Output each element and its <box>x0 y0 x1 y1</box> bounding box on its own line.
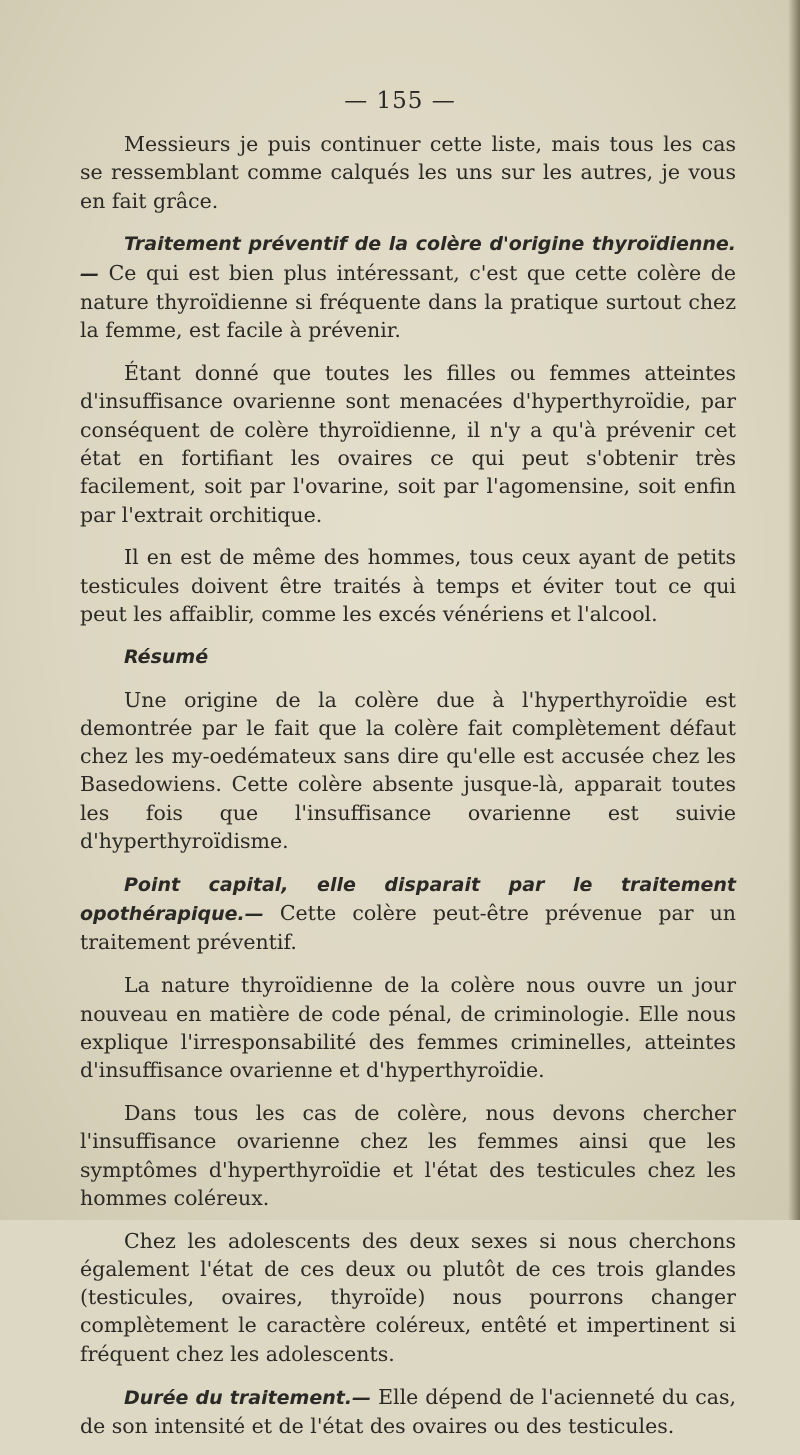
paragraph <box>80 870 736 957</box>
page-body <box>80 130 736 1455</box>
paragraph-body: Cette colère peut-être prévenue par un traitement préventif. <box>80 901 736 955</box>
paragraph-body: Ce qui est bien plus intéressant, c'est que cette colère de nature thyroïdienne si fréquente dans la pratique surtout chez la femme, est facile à prévenir. <box>80 260 736 343</box>
paragraph: Étant donné que toutes les filles ou femmes atteintes d'insuffisance ovarienne sont menacées d'hyperthyroïdie, par conséquent de colère thyroïdienne, il n'y a qu'à prévenir cet état en fortifiant les ovaires ce qui peut s'obtenir très facilement, soit par l'ovarine, soit par l'agomensine, soit enfin par l'extrait orchitique. <box>80 361 736 527</box>
paragraph: Dans tous les cas de colère, nous devons chercher l'insuffisance ovarienne chez les femmes ainsi que les symptômes d'hyperthyroïdie et l'état des testicules chez les hommes coléreux. <box>80 1100 736 1210</box>
paragraph-lead: Traitement préventif de la colère d'origine thyroïdienne.— <box>80 233 736 285</box>
paragraph-lead: Point capital, elle disparait par le traitement opothérapique.— <box>80 873 736 926</box>
paragraph: La nature thyroïdienne de la colère nous ouvre un jour nouveau en matière de code pénal, de criminologie. Elle nous explique l'irresponsabilité des femmes criminelles, atteintes d'insuffisance ovarienne et d'hyperthyroïdie. <box>80 973 736 1083</box>
page-number: — 155 — <box>344 88 456 114</box>
paragraph <box>80 229 736 344</box>
paragraph-lead: Durée du traitement.— <box>124 1386 372 1409</box>
paragraph: Il en est de même des hommes, tous ceux ayant de petits testicules doivent être traités à temps et éviter tout ce qui peut les affaiblir, comme les excés vénériens et l'alcool. <box>80 545 736 626</box>
paragraph-body: Elle dépend de l'acienneté du cas, de son intensité et de l'état des ovaires ou des testicules. <box>80 1384 736 1438</box>
paragraph: Une origine de la colère due à l'hyperthyroïdie est demontrée par le fait que la colère fait complètement défaut chez les my-oedémateux sans dire qu'elle est accusée chez les Basedowiens. Cette colère absente jusque-là, apparait toutes les fois que l'insuffisance ovarienne est suivie d'hyperthyroïdisme. <box>80 687 736 854</box>
paragraph: Chez les adolescents des deux sexes si nous cherchons également l'état de ces deux ou plutôt de ces trois glandes (testicules, ovaires, thyroïde) nous pourrons changer complètement le caractère coléreux, entêté et impertinent si fréquent chez les adolescents. <box>80 1228 736 1366</box>
page-edge-shadow <box>788 0 800 1220</box>
paragraph <box>80 1383 736 1441</box>
section-heading: Résumé <box>124 645 209 668</box>
paragraph: Messieurs je puis continuer cette liste, mais tous les cas se ressemblant comme calqués les uns sur les autres, je vous en fait grâce. <box>80 132 736 213</box>
